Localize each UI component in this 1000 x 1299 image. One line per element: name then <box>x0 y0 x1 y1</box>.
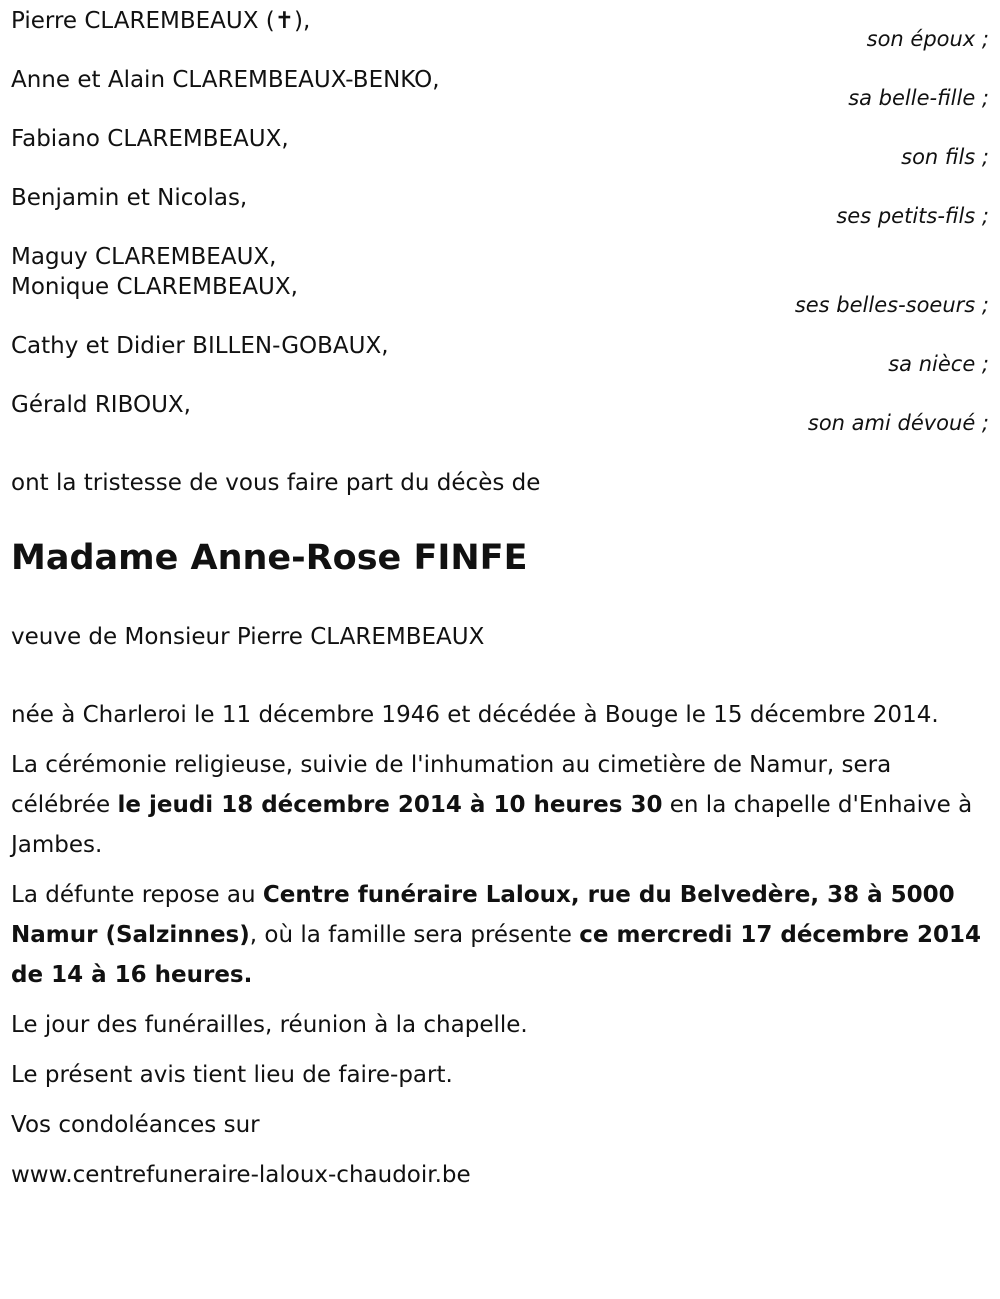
family-name: Monique CLAREMBEAUX, <box>11 274 298 300</box>
ceremony-part2: en la chapelle d'Enhaive à Jambes. <box>11 792 973 858</box>
family-relation: ses petits-fils ; <box>836 204 989 228</box>
family-name: Anne et Alain CLAREMBEAUX-BENKO, <box>11 67 440 93</box>
reposing-part2: , où la famille sera présente <box>249 922 580 948</box>
family-entry-4 <box>11 183 989 228</box>
family-relation: son fils ; <box>901 145 989 169</box>
ceremony-text <box>11 745 989 865</box>
family-entry-5 <box>11 242 989 317</box>
family-relation: son ami dévoué ; <box>807 411 989 435</box>
family-name: Cathy et Didier BILLEN-GOBAUX, <box>11 333 389 359</box>
website-link[interactable]: www.centrefuneraire-laloux-chaudoir.be <box>11 1162 471 1188</box>
ceremony-part1: La cérémonie religieuse, suivie de l'inhumation au cimetière de Namur, sera célébrée <box>11 752 892 818</box>
obituary-notice <box>11 0 989 1195</box>
family-relation: son époux ; <box>866 27 989 51</box>
family-entry-3 <box>11 124 989 169</box>
family-name: Gérald RIBOUX, <box>11 392 191 418</box>
reposing-part1: La défunte repose au <box>11 882 263 908</box>
deceased-name: Madame Anne-Rose FINFE <box>11 538 528 578</box>
family-entry-6 <box>11 331 989 376</box>
funeral-day-text: Le jour des funérailles, réunion à la chapelle. <box>11 1012 528 1038</box>
family-relation: ses belles-soeurs ; <box>794 293 989 317</box>
family-name: Fabiano CLAREMBEAUX, <box>11 126 289 152</box>
family-list <box>11 0 989 435</box>
family-entry-2 <box>11 65 989 110</box>
widow-of-text: veuve de Monsieur Pierre CLAREMBEAUX <box>11 624 485 650</box>
family-entry-1 <box>11 6 989 51</box>
intro-text: ont la tristesse de vous faire part du décès de <box>11 470 541 496</box>
reposing-place: Centre funéraire Laloux, rue du Belvedère, 38 à 5000 Namur (Salzinnes) <box>11 882 955 948</box>
condolences-label: Vos condoléances sur <box>11 1112 260 1138</box>
reposing-time: ce mercredi 17 décembre 2014 de 14 à 16 heures. <box>11 922 982 988</box>
family-name: Maguy CLAREMBEAUX, <box>11 244 277 270</box>
family-name: Benjamin et Nicolas, <box>11 185 248 211</box>
family-relation: sa belle-fille ; <box>848 86 989 110</box>
notice-text: Le présent avis tient lieu de faire-part. <box>11 1062 453 1088</box>
birth-death-text: née à Charleroi le 11 décembre 1946 et décédée à Bouge le 15 décembre 2014. <box>11 702 939 728</box>
ceremony-date: le jeudi 18 décembre 2014 à 10 heures 30 <box>117 792 663 818</box>
family-name: Pierre CLAREMBEAUX (✝), <box>11 8 311 34</box>
family-entry-7 <box>11 390 989 435</box>
family-relation: sa nièce ; <box>888 352 989 376</box>
reposing-text <box>11 875 989 995</box>
